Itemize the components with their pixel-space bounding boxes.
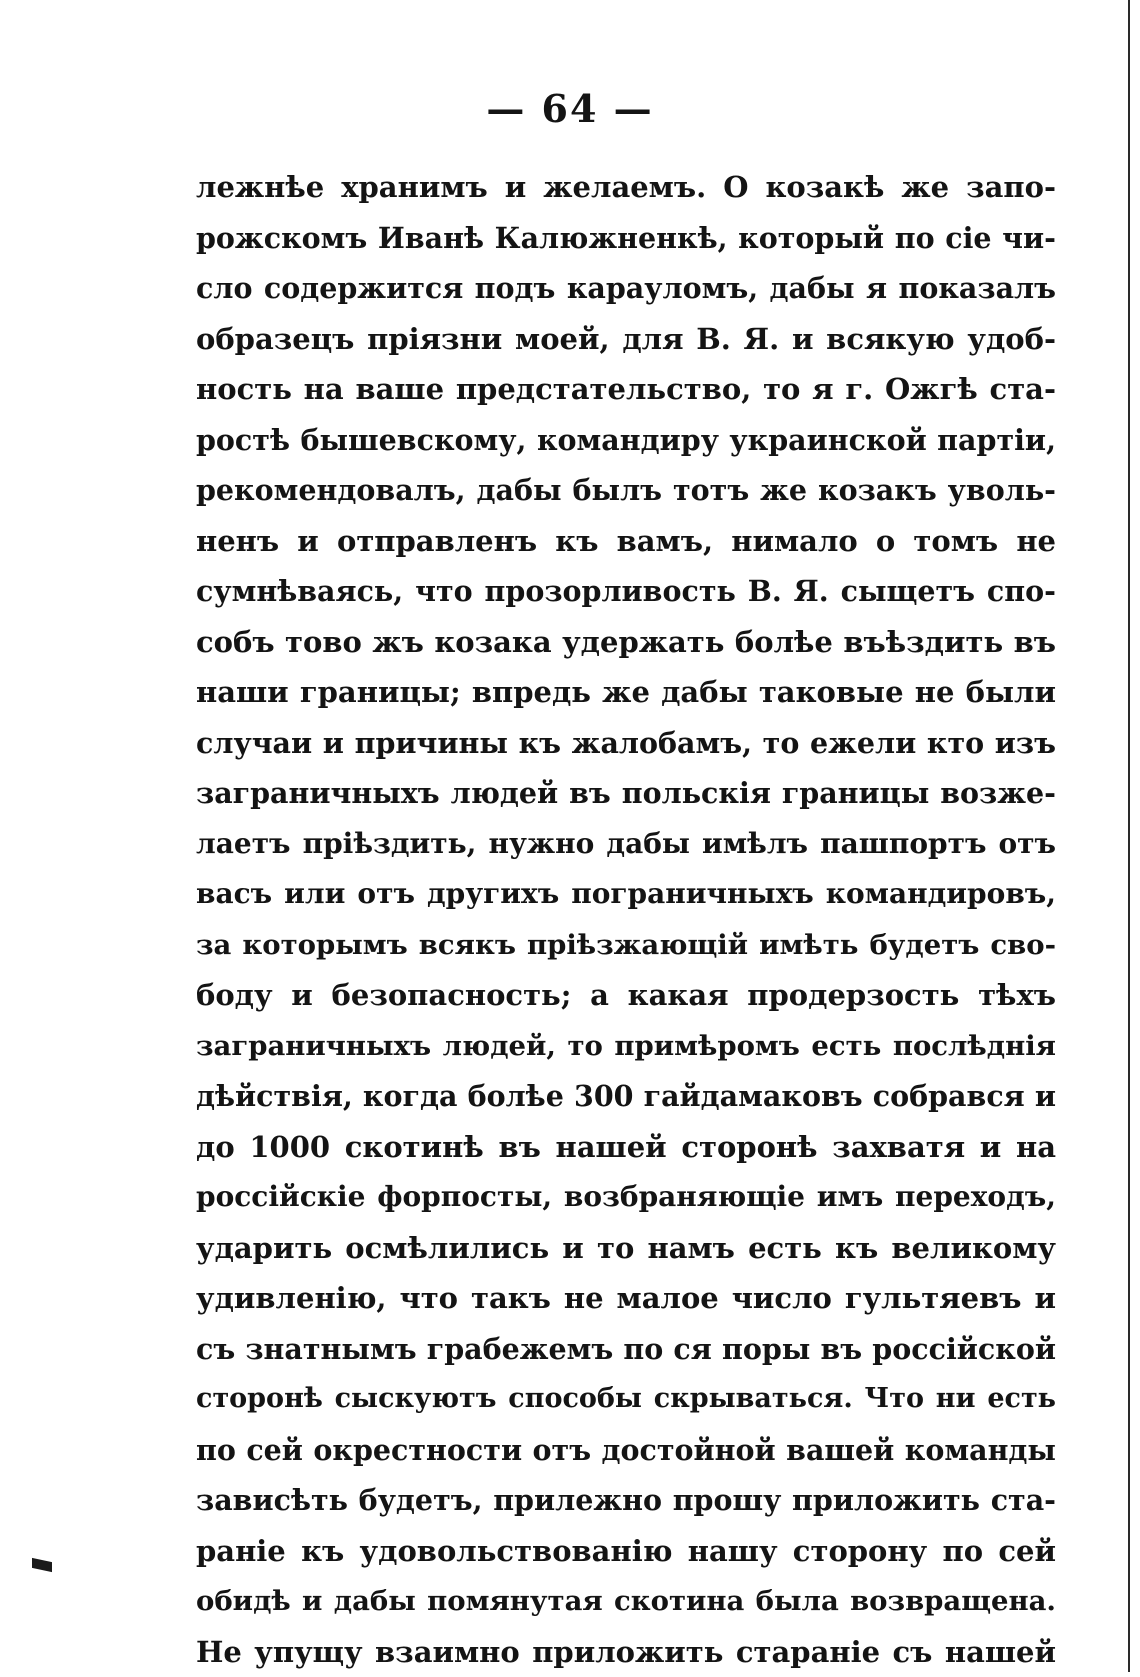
text-line: заграничныхъ людей въ польскія границы возже-: [196, 768, 1056, 819]
text-line: лаетъ пріѣздить, нужно дабы имѣлъ пашпортъ отъ: [196, 819, 1056, 870]
text-line: обидѣ и дабы помянутая скотина была возвращена.: [196, 1576, 1056, 1627]
page-number: — 64 —: [0, 86, 1140, 131]
text-line: собъ тово жъ козака удержать болѣе въѣздить въ: [196, 617, 1056, 668]
body-text: [196, 162, 1056, 1677]
text-line: васъ или отъ другихъ пограничныхъ командировъ,: [196, 869, 1056, 920]
text-line: ность на ваше предстательство, то я г. Ожгѣ ста-: [196, 364, 1056, 415]
text-line: образецъ пріязни моей, для В. Я. и всякую удоб-: [196, 314, 1056, 365]
text-line: Не упущу взаимно приложить стараніе съ нашей: [196, 1627, 1056, 1677]
text-line: за которымъ всякъ пріѣзжающій имѣть будетъ сво-: [196, 920, 1056, 971]
text-line: ударить осмѣлились и то намъ есть къ великому: [196, 1223, 1056, 1274]
text-line: случаи и причины къ жалобамъ, то ежели кто изъ: [196, 718, 1056, 769]
text-line: рекомендовалъ, дабы былъ тотъ же козакъ уволь-: [196, 465, 1056, 516]
text-line: раніе къ удовольствованію нашу сторону по сей: [196, 1526, 1056, 1577]
text-line: ростѣ бышевскому, командиру украинской партіи,: [196, 415, 1056, 466]
text-line: сумнѣваясь, что прозорливость В. Я. сыщетъ спо-: [196, 566, 1056, 617]
text-line: до 1000 скотинѣ въ нашей сторонѣ захватя и на: [196, 1122, 1056, 1173]
text-line: заграничныхъ людей, то примѣромъ есть послѣднія: [196, 1021, 1056, 1072]
text-line: сторонѣ сыскуютъ способы скрываться. Что ни есть: [196, 1374, 1056, 1425]
text-line: дѣйствія, когда болѣе 300 гайдамаковъ собрався и: [196, 1071, 1056, 1122]
page-edge-line: [1128, 0, 1130, 1672]
margin-ink-mark: [32, 1558, 52, 1572]
text-line: по сей окрестности отъ достойной вашей команды: [196, 1425, 1056, 1476]
text-line: боду и безопасность; а какая продерзость тѣхъ: [196, 970, 1056, 1021]
text-line: ненъ и отправленъ къ вамъ, нимало о томъ не: [196, 516, 1056, 567]
text-line: рожскомъ Иванѣ Калюжненкѣ, который по сіе чи-: [196, 213, 1056, 264]
text-line: лежнѣе хранимъ и желаемъ. О козакѣ же запо-: [196, 162, 1056, 213]
text-line: удивленію, что такъ не малое число гультяевъ и: [196, 1273, 1056, 1324]
text-line: наши границы; впредь же дабы таковые не были: [196, 667, 1056, 718]
text-line: сло содержится подъ карауломъ, дабы я показалъ: [196, 263, 1056, 314]
text-line: зависѣть будетъ, прилежно прошу приложить ста-: [196, 1475, 1056, 1526]
text-line: россійскіе форпосты, возбраняющіе имъ переходъ,: [196, 1172, 1056, 1223]
text-line: съ знатнымъ грабежемъ по ся поры въ россійской: [196, 1324, 1056, 1375]
